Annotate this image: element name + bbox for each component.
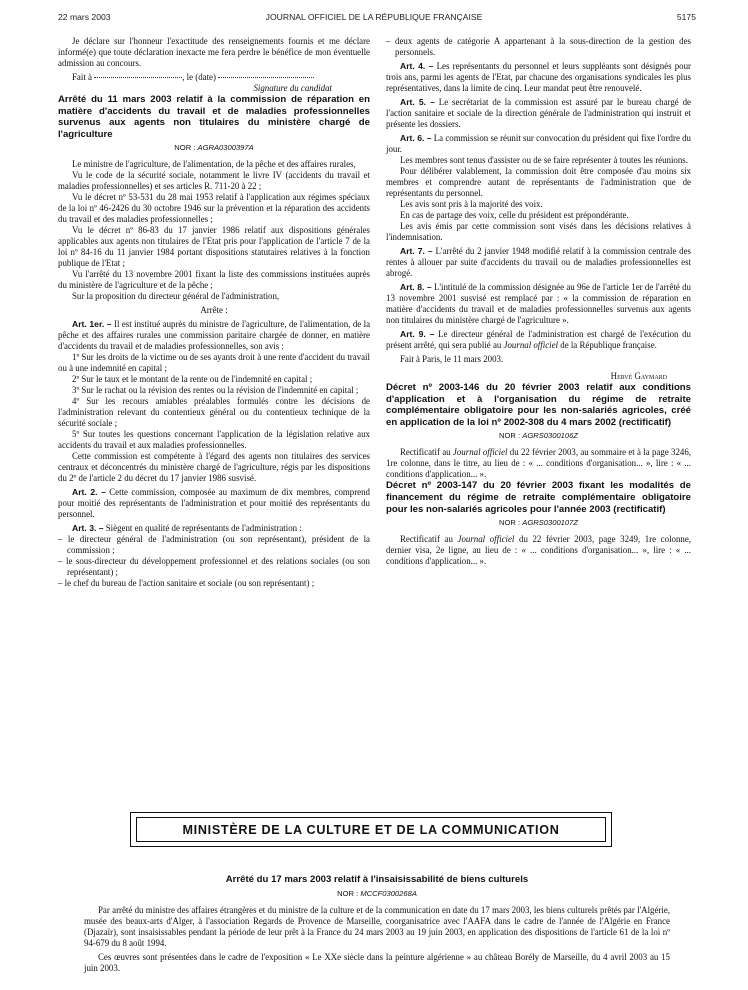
ministry-banner: [130, 812, 612, 847]
nor-label: NOR :: [337, 889, 359, 898]
article-text: Les représentants du personnel et leurs suppléants sont désignés pour trois ans, parmi les agents de l'Etat, par chacune des organisations syndicales les plus représentatives, dans la limite de cinq. Leur mandat peut être renouvelé.: [386, 61, 692, 93]
article-text: Cette commission, composée au maximum de dix membres, comprend pour moitié des représentants de l'administration et pour moitié des représentants du personnel.: [58, 487, 370, 520]
article-text: Il est institué auprès du ministre de l'agriculture, de l'alimentation, de la pêche et des affaires rurales une commission paritaire chargée de donner, en matière d'accidents du travail et de maladies professionnelles, son avis :: [58, 319, 371, 352]
paragraph: Vu le code de la sécurité sociale, notamment le livre IV (accidents du travail et maladies professionnelles) et ses articles R. 711-20 à 22 ;: [58, 170, 370, 192]
article-7: [386, 246, 691, 279]
article-label: Art. 4. –: [400, 61, 434, 71]
place-blank: [94, 77, 182, 78]
list-item: 5º Sur toutes les questions concernant l'application de la législation relative aux accidents du travail et aux maladies professionnelles.: [58, 429, 370, 451]
nor-code: AGRS0300106Z: [522, 431, 578, 441]
article-text: L'arrêté du 2 janvier 1948 modifié relatif à la commission centrale des rentes à allouer par suite d'accidents du travail ou de maladies professionnelles est abrogé.: [386, 246, 691, 278]
le-date-label: , le (date): [182, 72, 216, 82]
dash-item: – le sous-directeur du développement professionnel et des relations sociales (ou son représentant) ;: [58, 556, 370, 578]
article-1: [58, 319, 370, 352]
arrete-heading: Arrête :: [200, 305, 228, 316]
fait-paris: Fait à Paris, le 11 mars 2003.: [400, 354, 504, 364]
article-title: Arrêté du 11 mars 2003 relatif à la commission de réparation en matière d'accidents du travail et de maladies professionnelles survenus aux agents non titulaires du ministère chargé de l'agriculture: [58, 94, 370, 140]
rectificatif-text: [386, 447, 691, 480]
paragraph: Le ministre de l'agriculture, de l'alimentation, de la pêche et des affaires rurales,: [72, 159, 356, 170]
signature-label: Signature du candidat: [253, 83, 332, 93]
fait-a-label: Fait à: [72, 72, 92, 82]
rectificatif-text: [386, 534, 691, 567]
paragraph: Vu le décret nº 86-83 du 17 janvier 1986 relatif aux dispositions générales applicables aux agents non titulaires de l'Etat pris pour l'application de l'article 7 de la loi nº 84-16 du 11 janvier 1984 portant dispositions statutaires relatives à la fonction publique de l'Etat ;: [58, 225, 370, 269]
article-label: Art. 9. –: [400, 329, 435, 339]
culture-section: [84, 874, 670, 974]
text-part: Rectificatif au: [400, 534, 453, 545]
list-item: 3º Sur le rachat ou la révision des rentes ou la révision de l'indemnité en capital ;: [72, 385, 359, 396]
paragraph: Les avis sont pris à la majorité des voix.: [400, 199, 543, 209]
article-text: L'intitulé de la commission désignée au 96e de l'article 1er de l'arrêté du 13 novembre 2001 susvisé est remplacé par : « la commission de réparation en matière d'accidents du travail et de maladies professionnelles survenus aux agents non titulaires du ministère chargé de l'agriculture ».: [386, 282, 691, 325]
nor-label: NOR :: [499, 518, 521, 528]
paragraph: Les membres sont tenus d'assister ou de se faire représenter à toutes les réunions.: [400, 155, 688, 165]
declaration-text: Je déclare sur l'honneur l'exactitude des renseignements fournis et me déclare informé(e) que toute déclaration inexacte me fera perdre le bénéfice de mon éventuelle admission au concours.: [58, 36, 370, 68]
decree-2-title: Décret nº 2003-147 du 20 février 2003 fixant les modalités de financement du régime de retraite complémentaire obligatoire pour les non-salariés agricoles pour l'année 2003 (rectificatif): [386, 480, 691, 515]
nor-label: NOR :: [499, 431, 521, 441]
list-item: 1º Sur les droits de la victime ou de ses ayants droit à une rente d'accident du travail ou à une indemnité en capital ;: [58, 352, 370, 374]
article-label: Art. 5. –: [400, 97, 435, 107]
journal-officiel-ref: Journal officiel: [457, 534, 515, 545]
article-6: [386, 133, 691, 155]
dash-item: – le directeur général de l'administration (ou son représentant), président de la commission ;: [58, 534, 370, 556]
left-column: [58, 36, 370, 589]
article-label: Art. 8. –: [400, 282, 432, 292]
article-text: Le directeur général de l'administration est chargé de l'exécution du présent arrêté, qui sera publié au: [386, 329, 691, 350]
article-2: [58, 487, 370, 520]
date-blank: [218, 77, 314, 78]
fait-a-line: [58, 72, 370, 83]
article-label: Art. 2. –: [72, 487, 106, 498]
nor-label: NOR :: [174, 143, 196, 153]
article-8: [386, 282, 691, 326]
article-text: de la République française.: [560, 340, 657, 350]
signatory-name: Hervé Gaymard: [610, 371, 667, 381]
dash-item: – deux agents de catégorie A appartenant à la sous-direction de la gestion des personnels.: [386, 36, 691, 57]
article-9: [386, 329, 691, 351]
paragraph: Vu l'arrêté du 13 novembre 2001 fixant la liste des commissions instituées auprès du ministère de l'agriculture et de la pêche ;: [58, 269, 370, 291]
article-label: Art. 6. –: [400, 133, 432, 143]
nor-reference: [386, 430, 691, 441]
paragraph: Par arrêté du ministre des affaires étrangères et du ministre de la culture et de la communication en date du 17 mars 2003, les biens culturels prêtés par l'Algérie, musée des beaux-arts d'Alger, à l'association Regards de Provence de Marseille, coorganisatrice avec l'AAFA dans le cadre de l'année de l'Algérie en France (Djazaïr), sont insaisissables pendant la période de leur prêt à la France du 24 mars 2003 au 19 juin 2003, en application des dispositions de l'article 61 de la loi nº 94-679 du 8 août 1994.: [84, 905, 670, 948]
nor-code: AGRS0300107Z: [522, 518, 578, 528]
article-label: Art. 3. –: [72, 523, 104, 534]
page-number: 5175: [676, 12, 696, 22]
nor-code: AGRA0300397A: [197, 143, 254, 153]
list-item: 2º Sur le taux et le montant de la rente ou de l'indemnité en capital ;: [72, 374, 313, 385]
article-4: [386, 61, 691, 94]
nor-reference: [58, 142, 370, 153]
nor-code: MCCF0300268A: [360, 889, 417, 898]
article-3: [58, 523, 370, 534]
paragraph: Pour délibérer valablement, la commission doit être composée d'au moins six membres et comprendre autant de représentants de l'administration que de représentants du personnel.: [386, 166, 691, 198]
article-text: Le secrétariat de la commission est assuré par le bureau chargé de l'action sanitaire et sociale de la direction générale de l'administration qui instruit et présente les dossiers.: [386, 97, 691, 129]
article-text: La commission se réunit sur convocation du président qui fixe l'ordre du jour.: [386, 133, 691, 154]
paragraph: Ces œuvres sont présentées dans le cadre de l'exposition « Le XXe siècle dans la peinture algérienne » au château Borély de Marseille, du 4 avril 2003 au 15 juin 2003.: [84, 952, 670, 973]
text-part: du 22 février 2003, page 3249, 1re colonne, dernier visa, 2e ligne, au lieu de : « ... conditions d'organisation... », lire : « ... conditions d'application... ».: [386, 534, 691, 567]
list-item: 4º Sur les recours amiables préalables formulés contre les décisions de l'administration relevant du contentieux général ou du contentieux technique de la sécurité sociale ;: [58, 396, 370, 429]
culture-title: Arrêté du 17 mars 2003 relatif à l'insaisissabilité de biens culturels: [225, 874, 529, 885]
decree-1-title: Décret nº 2003-146 du 20 février 2003 relatif aux conditions d'application et à l'organisation du régime de retraite complémentaire obligatoire pour les non-salariés agricoles, créé en application de la loi nº 2002-308 du 4 mars 2002 (rectificatif): [386, 382, 691, 428]
article-text: Siègent en qualité de représentants de l'administration :: [105, 523, 302, 534]
nor-reference: [386, 517, 691, 528]
article-5: [386, 97, 691, 130]
dash-item: – le chef du bureau de l'action sanitaire et sociale (ou son représentant) ;: [58, 578, 315, 589]
journal-officiel-ref: Journal officiel: [503, 340, 559, 350]
journal-title: JOURNAL OFFICIEL DE LA RÉPUBLIQUE FRANÇAISE: [265, 12, 483, 22]
article-label: Art. 7. –: [400, 246, 433, 256]
text-part: du 22 février 2003, au sommaire et à la page 3246, 1re colonne, dans le titre, au lieu de : « ... conditions d'organisation... », lire : « ... conditions d'application... ».: [386, 447, 692, 480]
nor-reference: [84, 888, 670, 899]
ministry-name: MINISTÈRE DE LA CULTURE ET DE LA COMMUNICATION: [136, 817, 606, 842]
paragraph: Vu le décret nº 53-531 du 28 mai 1953 relatif à l'application aux régimes spéciaux de la loi nº 46-2426 du 30 octobre 1946 sur la prévention et la réparation des accidents du travail et des maladies professionnelles ;: [58, 192, 370, 225]
journal-officiel-ref: Journal officiel: [452, 447, 508, 458]
paragraph: En cas de partage des voix, celle du président est prépondérante.: [400, 210, 629, 220]
article-label: Art. 1er. –: [72, 319, 112, 330]
right-column: [386, 36, 691, 567]
paragraph: Cette commission est compétente à l'égard des agents non titulaires des services centraux et déconcentrés du ministère chargé de l'agriculture, régis par les dispositions du 2º de l'article 2 du décret du 17 janvier 1986 susvisé.: [58, 451, 370, 484]
issue-date: 22 mars 2003: [58, 12, 111, 22]
paragraph: Les avis émis par cette commission sont visés dans les décisions relatives à l'indemnisation.: [386, 221, 691, 242]
text-part: Rectificatif au: [400, 447, 451, 458]
paragraph: Sur la proposition du directeur général de l'administration,: [72, 291, 280, 302]
